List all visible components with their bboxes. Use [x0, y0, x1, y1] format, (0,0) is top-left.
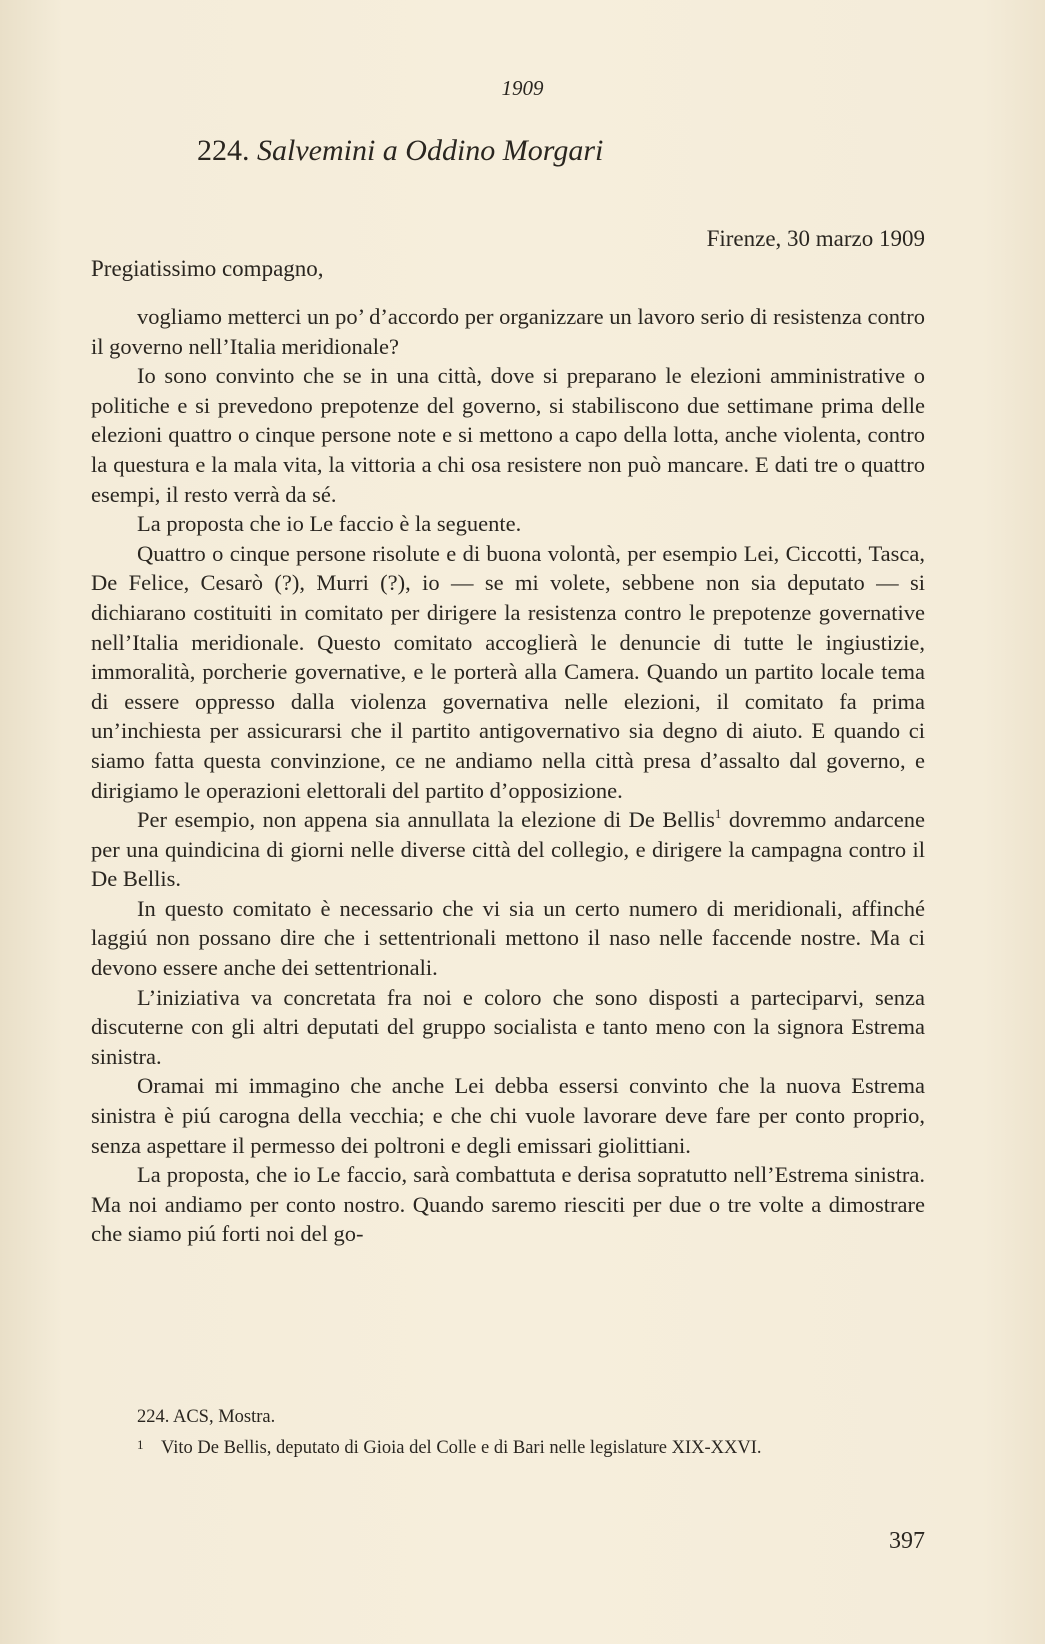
- letter-body: [91, 302, 925, 1249]
- paragraph-end: dovremmo andarcene per una quindicina di giorni nelle diverse città del collegio, e dirigere la campagna contro il De Bellis.: [91, 807, 925, 892]
- running-head: 1909: [501, 76, 544, 100]
- paragraph: vogliamo metterci un po’ d’accordo per organizzare un lavoro serio di resistenza contro il governo nell’Italia meridionale?: [91, 304, 925, 359]
- paragraph-start: Per esempio, non appena sia annullata la elezione di De Bellis: [137, 807, 715, 833]
- footnote-1: [137, 1431, 937, 1462]
- page-number: 397: [889, 1528, 925, 1554]
- paragraph: Quattro o cinque persone risolute e di buona volontà, per esempio Lei, Ciccotti, Tasca, De Felice, Cesarò (?), Murri (?), io — se mi volete, sebbene non sia deputato — si dichiarano costituiti in comitato per dirigere la resistenza contro le prepotenze governative nell’Italia meridionale. Questo comitato accoglierà le denuncie di tutte le ingiustizie, immoralità, porcherie governative, e le porterà alla Camera. Quando un partito locale tema di essere oppresso dalla violenza governativa nelle elezioni, il comitato fa prima un’inchiesta per assicurarsi che il partito antigovernativo sia degno di aiuto. E quando ci siamo fatta questa convinzione, ce ne andiamo nella città presa d’assalto dal governo, e dirigiamo le operazioni elettorali del partito d’opposizione.: [91, 540, 925, 803]
- paragraph: [91, 805, 925, 894]
- letter-heading: Salvemini a Oddino Morgari: [257, 134, 604, 167]
- footnote-number: 1: [137, 1437, 144, 1452]
- paragraph: Io sono convinto che se in una città, dove si preparano le elezioni amministrative o politiche e si prevedono prepotenze del governo, si stabiliscono due settimane prima delle elezioni quattro o cinque persone note e si mettono a capo della lotta, anche violenta, contro la questura e la mala vita, la vittoria a chi osa resistere non può mancare. E dati tre o quattro esempi, il resto verrà da sé.: [91, 363, 925, 507]
- letter-number: 224.: [197, 134, 250, 167]
- paragraph: La proposta che io Le faccio è la seguente.: [137, 511, 522, 537]
- footnotes: [137, 1403, 937, 1462]
- paragraph: L’iniziativa va concretata fra noi e coloro che sono disposti a parteciparvi, senza discuterne con gli altri deputati del gruppo socialista e tanto meno con la signora Estrema sinistra.: [91, 984, 925, 1069]
- paragraph: Oramai mi immagino che anche Lei debba essersi convinto che la nuova Estrema sinistra è piú carogna della vecchia; e che chi vuole lavorare deve fare per conto proprio, senza aspettare il permesso dei poltroni e degli emissari giolittiani.: [91, 1073, 925, 1158]
- footnote-text: Vito De Bellis, deputato di Gioia del Colle e di Bari nelle legislature XIX-XXVI.: [161, 1438, 762, 1458]
- place-date: Firenze, 30 marzo 1909: [706, 226, 925, 251]
- letter-title: [197, 134, 603, 168]
- source-note: 224. ACS, Mostra.: [137, 1407, 276, 1427]
- paragraph: In questo comitato è necessario che vi sia un certo numero di meridionali, affinché laggiú non possano dire che i settentrionali mettono il naso nelle faccende nostre. Ma ci devono essere anche dei settentrionali.: [91, 895, 925, 981]
- paragraph: La proposta, che io Le faccio, sarà combattuta e derisa sopratutto nell’Estrema sinistra. Ma noi andiamo per conto nostro. Quando saremo riesciti per due o tre volte a dimostrare che siamo piú forti noi del go-: [91, 1162, 925, 1247]
- salutation: Pregiatissimo compagno,: [91, 256, 324, 281]
- footnote-reference[interactable]: 1: [714, 806, 722, 822]
